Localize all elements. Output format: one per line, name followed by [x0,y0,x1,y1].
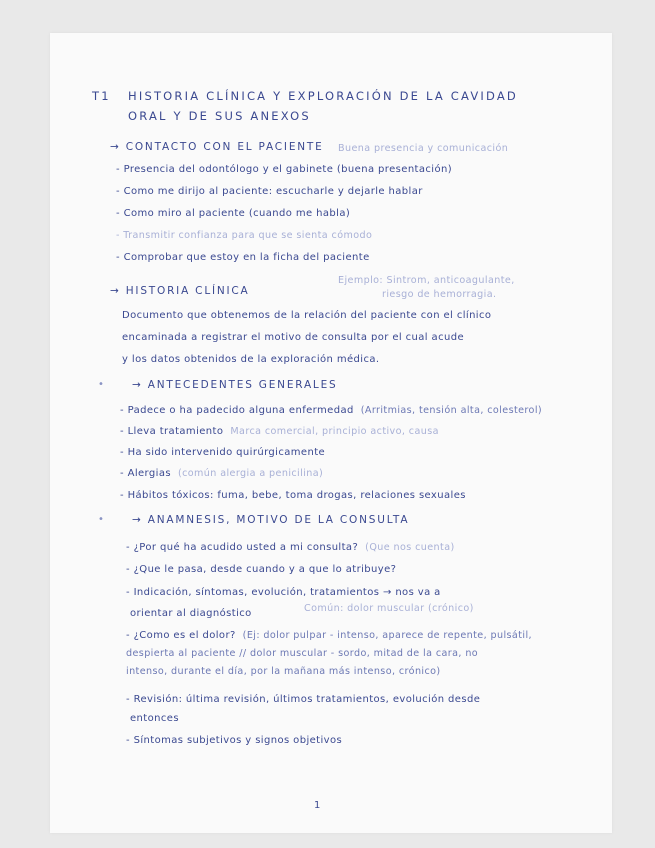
anamnesis-question-1-note: (Que nos cuenta) [365,542,455,553]
anamnesis-question-4-line-3: intenso, durante el día, por la mañana más intenso, crónico) [126,666,441,677]
anamnesis-question-4-line-2: despierta al paciente // dolor muscular - sordo, mitad de la cara, no [126,648,479,659]
anamnesis-point-3-line-1: - Indicación, síntomas, evolución, tratamientos → nos va a [126,587,441,598]
contacto-note: Buena presencia y comunicación [338,143,509,154]
anamnesis-point-5-line-1: - Revisión: última revisión, últimos tratamientos, evolución desde [126,694,481,705]
antecedentes-item-1-main: - Padece o ha padecido alguna enfermedad [120,405,354,416]
page-title-line-1: HISTORIA CLÍNICA Y EXPLORACIÓN DE LA CAVIDAD [128,89,518,103]
antecedentes-item-4-main: - Alergias [120,468,171,479]
anamnesis-heading: → ANAMNESIS, MOTIVO DE LA CONSULTA [132,514,410,526]
contacto-item-4: - Transmitir confianza para que se sienta cómodo [116,230,373,241]
anamnesis-point-3-note: Común: dolor muscular (crónico) [304,603,474,614]
antecedentes-item-3: - Ha sido intervenido quirúrgicamente [120,447,326,458]
antecedentes-item-1 [120,405,542,416]
contacto-item-1: - Presencia del odontólogo y el gabinete (buena presentación) [116,164,453,175]
antecedentes-item-2-note: Marca comercial, principio activo, causa [230,426,439,437]
anamnesis-bullet: • [98,514,104,525]
anamnesis-point-6: - Síntomas subjetivos y signos objetivos [126,735,343,746]
antecedentes-heading: → ANTECEDENTES GENERALES [132,379,338,391]
historia-paragraph-line-3: y los datos obtenidos de la exploración médica. [122,354,380,365]
historia-note-line-2: riesgo de hemorragia. [382,289,497,300]
anamnesis-point-3-line-2: orientar al diagnóstico [130,608,252,619]
anamnesis-question-2: - ¿Que le pasa, desde cuando y a que lo atribuye? [126,564,397,575]
antecedentes-item-4 [120,468,323,479]
anamnesis-point-5-line-2: entonces [130,713,179,724]
antecedentes-item-2-main: - Lleva tratamiento [120,426,224,437]
anamnesis-question-1 [126,542,455,553]
antecedentes-item-1-note: (Arritmias, tensión alta, colesterol) [360,405,543,416]
page-number: 1 [314,800,321,811]
contacto-item-2: - Como me dirijo al paciente: escucharle y dejarle hablar [116,186,423,197]
historia-heading: → HISTORIA CLÍNICA [110,285,250,297]
antecedentes-item-2 [120,426,439,437]
historia-paragraph-line-1: Documento que obtenemos de la relación del paciente con el clínico [122,310,492,321]
contacto-item-5: - Comprobar que estoy en la ficha del paciente [116,252,370,263]
historia-paragraph-line-2: encaminada a registrar el motivo de consulta por el cual acude [122,332,465,343]
anamnesis-question-4-main: - ¿Como es el dolor? [126,630,236,641]
contacto-item-3: - Como miro al paciente (cuando me habla) [116,208,351,219]
anamnesis-question-1-main: - ¿Por qué ha acudido usted a mi consulta? [126,542,359,553]
page-title-line-2: ORAL Y DE SUS ANEXOS [128,109,311,123]
anamnesis-question-4-note: (Ej: dolor pulpar - intenso, aparece de repente, pulsátil, [242,630,532,641]
historia-note-line-1: Ejemplo: Sintrom, anticoagulante, [338,275,515,286]
antecedentes-item-4-note: (común alergia a penicilina) [177,468,324,479]
contacto-heading: → CONTACTO CON EL PACIENTE [110,141,324,153]
antecedentes-item-5: - Hábitos tóxicos: fuma, bebe, toma drogas, relaciones sexuales [120,490,466,501]
antecedentes-bullet: • [98,379,104,390]
topic-code: T1 [92,89,111,103]
notebook-page [50,33,612,833]
anamnesis-question-4-line-1 [126,630,532,641]
